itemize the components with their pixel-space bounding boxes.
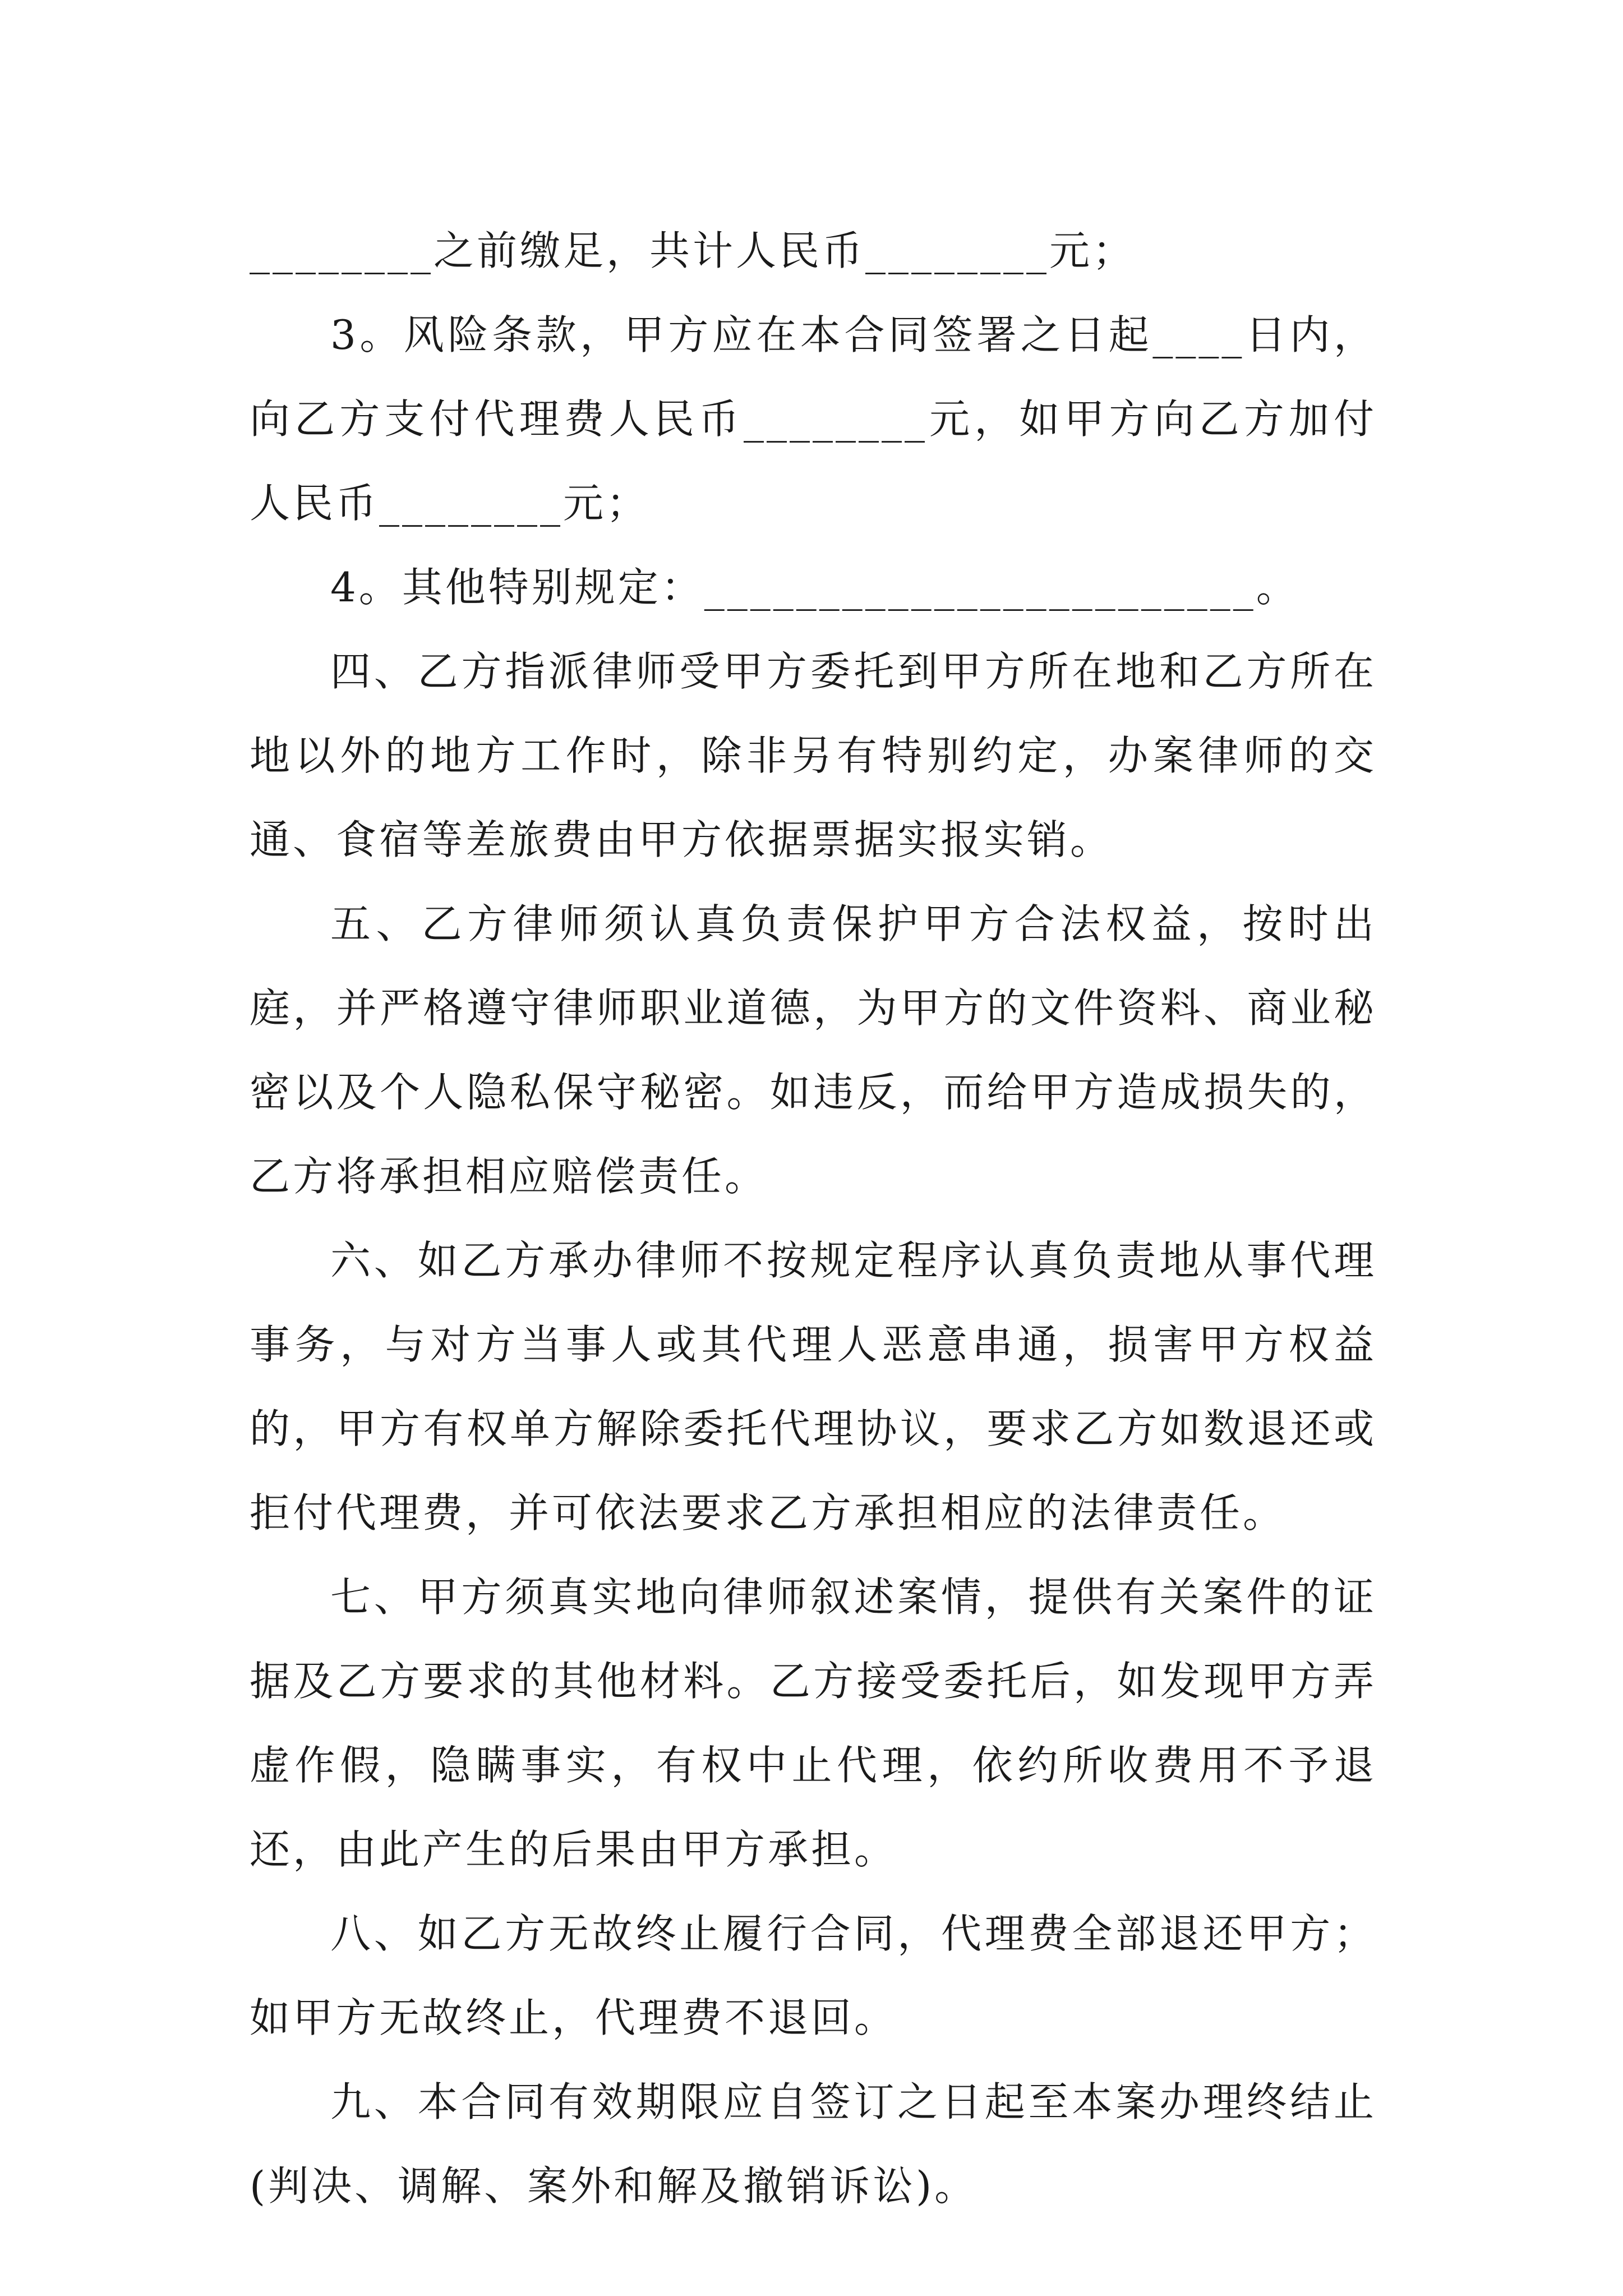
paragraph-special-provisions: 4。其他特别规定：________________________。 <box>330 564 1299 611</box>
paragraph-clause-7-client-obligations: 七、甲方须真实地向律师叙述案情，提供有关案件的证据及乙方要求的其他材料。乙方接受委托后，如发现甲方弄虚作假，隐瞒事实，有权中止代理，依约所收费用不予退还，由此产生的后果由甲方承担。 <box>250 1573 1377 1873</box>
paragraph-payment-deadline: ________之前缴足，共计人民币________元； <box>250 227 1136 274</box>
paragraph-clause-8-refund: 八、如乙方无故终止履行合同，代理费全部退还甲方；如甲方无故终止，代理费不退回。 <box>250 1910 1377 2041</box>
paragraph-clause-9-validity: 九、本合同有效期限应自签订之日起至本案办理终结止(判决、调解、案外和解及撤销诉讼)。 <box>250 2078 1377 2210</box>
paragraph-clause-6-termination-rights: 六、如乙方承办律师不按规定程序认真负责地从事代理事务，与对方当事人或其代理人恶意串通，损害甲方权益的，甲方有权单方解除委托代理协议，要求乙方如数退还或拒付代理费，并可依法要求乙方承担相应的法律责任。 <box>250 1237 1377 1536</box>
paragraph-risk-clause: 3。风险条款，甲方应在本合同签署之日起____日内，向乙方支付代理费人民币________元，如甲方向乙方加付人民币________元； <box>250 311 1377 527</box>
paragraph-clause-5-confidentiality: 五、乙方律师须认真负责保护甲方合法权益，按时出庭，并严格遵守律师职业道德，为甲方的文件资料、商业秘密以及个人隐私保守秘密。如违反，而给甲方造成损失的，乙方将承担相应赔偿责任。 <box>250 900 1377 1200</box>
paragraph-clause-4-travel-expenses: 四、乙方指派律师受甲方委托到甲方所在地和乙方所在地以外的地方工作时，除非另有特别约定，办案律师的交通、食宿等差旅费由甲方依据票据实报实销。 <box>250 648 1377 863</box>
document-body <box>250 209 1377 2228</box>
